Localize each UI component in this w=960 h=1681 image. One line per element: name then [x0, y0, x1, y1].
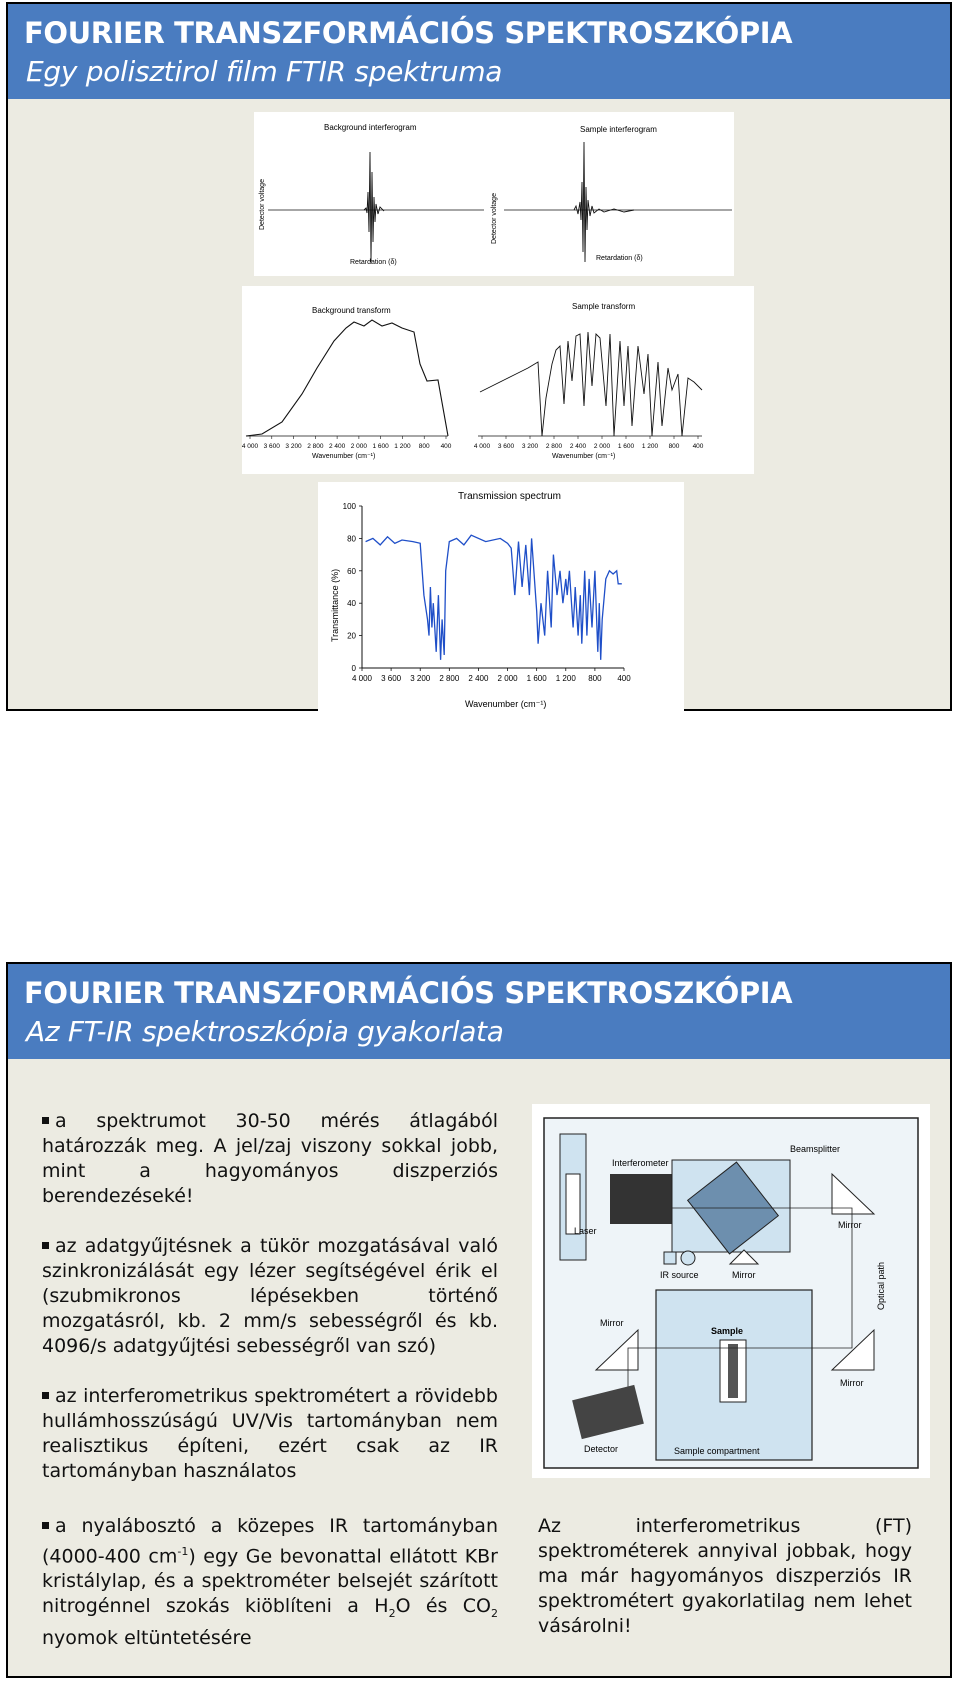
interferometer-drive: [610, 1174, 672, 1224]
transform-tick-label: 2 000: [593, 443, 611, 450]
right-xlabel: Retardation (δ): [596, 255, 643, 262]
x-tick-label: 400: [617, 674, 631, 683]
transform-tick-label: 3 600: [497, 443, 515, 450]
background-interferogram-trace: [364, 152, 384, 262]
sample-transform-xlabel: Wavenumber (cm⁻¹): [552, 453, 616, 460]
y-tick-label: 20: [347, 631, 356, 641]
ir-source-symbol: [681, 1251, 695, 1265]
transform-tick-label: 800: [668, 443, 680, 450]
transform-tick-label: 1 600: [372, 443, 389, 450]
x-tick-label: 4 000: [351, 674, 373, 683]
interferogram-figure: [254, 112, 734, 276]
bullet-laser-sync: az adatgyűjtésnek a tükör mozgatásával való szinkronizálását egy lézer segítségével érik el (szubmikronos lépésekben történő mozgatásról, kb. 2 mm/s sebességről és kb. 4096/s adatgyűjtési sebességről van szó): [42, 1235, 498, 1357]
chart-xlabel: Wavenumber (cm⁻¹): [465, 699, 547, 709]
sample-interferogram-title: Sample interferogram: [580, 125, 657, 134]
x-tick-label: 1 200: [555, 674, 576, 683]
transform-tick-label: 2 800: [307, 443, 324, 450]
chart-title: Transmission spectrum: [458, 491, 561, 502]
transform-tick-label: 400: [440, 443, 452, 450]
slide-title: FOURIER TRANSZFORMÁCIÓS SPEKTROSZKÓPIA: [24, 16, 793, 50]
x-tick-label: 2 000: [497, 674, 518, 683]
sample-interferogram-trace: [574, 142, 634, 262]
slide-title: FOURIER TRANSZFORMÁCIÓS SPEKTROSZKÓPIA: [24, 976, 793, 1010]
transform-tick-label: 2 800: [545, 443, 563, 450]
sample-label: Sample: [711, 1326, 744, 1336]
background-transform-title: Background transform: [312, 306, 391, 315]
y-tick-label: 80: [347, 534, 356, 544]
chart-series: [366, 535, 622, 660]
mirror-center-label: Mirror: [732, 1270, 756, 1280]
right-ylabel: Detector voltage: [491, 193, 498, 244]
detector-label: Detector: [584, 1444, 619, 1454]
beamsplitter-label: Beamsplitter: [790, 1144, 841, 1154]
transform-tick-label: 800: [418, 443, 430, 450]
bullet-averaging: a spektrumot 30-50 mérés átlagából határozzák meg. A jel/zaj viszony sokkal jobb, mint a hagyományos diszperziós berendezéseké!: [42, 1110, 498, 1207]
mirror-right-label: Mirror: [840, 1378, 864, 1388]
transform-tick-label: 1 200: [394, 443, 411, 450]
y-tick-label: 60: [347, 566, 356, 576]
x-tick-label: 3 200: [410, 674, 431, 683]
left-ylabel: Detector voltage: [259, 179, 266, 230]
sample-transform-trace: [480, 332, 702, 436]
x-tick-label: 2 400: [468, 674, 489, 683]
transmittance-series-line: [366, 535, 622, 660]
transform-tick-label: 400: [692, 443, 704, 450]
background-transform-xlabel: Wavenumber (cm⁻¹): [312, 453, 376, 460]
transmission-spectrum-chart: [318, 482, 684, 712]
sample-compartment-label: Sample compartment: [674, 1446, 760, 1456]
transform-tick-label: 3 200: [285, 443, 302, 450]
slide-subtitle: Az FT-IR spektroszkópia gyakorlata: [26, 1015, 504, 1048]
transform-tick-label: 1 600: [617, 443, 635, 450]
transform-tick-label: 2 400: [569, 443, 587, 450]
mirror-left-label: Mirror: [600, 1318, 624, 1328]
left-xlabel: Retardation (δ): [350, 259, 397, 266]
x-tick-label: 800: [588, 674, 602, 683]
x-tick-label: 2 800: [439, 674, 460, 683]
ir-source-label: IR source: [660, 1270, 699, 1280]
mirror-top-right-label: Mirror: [838, 1220, 862, 1230]
sample-holder: [728, 1344, 738, 1398]
transform-tick-label: 1 200: [641, 443, 659, 450]
transform-tick-label: 3 600: [263, 443, 280, 450]
y-tick-label: 100: [342, 502, 356, 511]
sample-transform-title: Sample transform: [572, 302, 636, 311]
y-tick-label: 40: [347, 599, 356, 609]
title-band: [8, 4, 950, 99]
optical-path-label: Optical path: [876, 1261, 886, 1310]
transform-figure: [242, 286, 754, 474]
background-interferogram-title: Background interferogram: [324, 123, 417, 132]
ftir-instrument-diagram: [532, 1104, 930, 1478]
chart-ylabel: Transmittance (%): [330, 568, 340, 642]
y-tick-label: 0: [351, 664, 356, 673]
x-tick-label: 1 600: [526, 674, 547, 683]
slide-ftir-practice: [6, 962, 952, 1678]
laser-label: Laser: [574, 1226, 597, 1236]
conclusion-note: Az interferometrikus (FT) spektrométerek annyival jobbak, hogy ma már hagyományos diszperziós IR spektrométert gyakorlatilag nem lehet vásárolni!: [538, 1515, 912, 1637]
transform-tick-label: 4 000: [242, 443, 259, 450]
transform-tick-label: 3 200: [521, 443, 539, 450]
title-band: [8, 964, 950, 1059]
sample-transform-ticks: [474, 436, 704, 450]
bullet-beamsplitter: a nyalábosztó a közepes IR tartományban (4000-400 $cm^{-1}$) egy Ge bevonattal ellátott KBr kristálylap, és a spektrométer belsejét szárított nitrogénnel szokás kiöblíteni a $H_2O$ és $CO_2$ nyomok eltüntetésére: [42, 1515, 498, 1650]
bullet-ir-only: az interferometrikus spektrométert a rövidebb hullámhosszúságú UV/Vis tartományban nem realisztikus építeni, ezért csak az IR tartományban használatos: [42, 1385, 498, 1482]
transform-tick-label: 2 000: [350, 443, 368, 450]
slide-subtitle: Egy polisztirol film FTIR spektruma: [26, 55, 503, 88]
x-tick-label: 3 600: [381, 674, 402, 683]
background-transform-trace: [246, 320, 448, 436]
transform-tick-label: 2 400: [328, 443, 346, 450]
slide-ftir-spectrum: [6, 2, 952, 711]
background-transform-ticks: [242, 436, 452, 450]
transform-tick-label: 4 000: [473, 443, 491, 450]
interferometer-label: Interferometer: [612, 1158, 669, 1168]
